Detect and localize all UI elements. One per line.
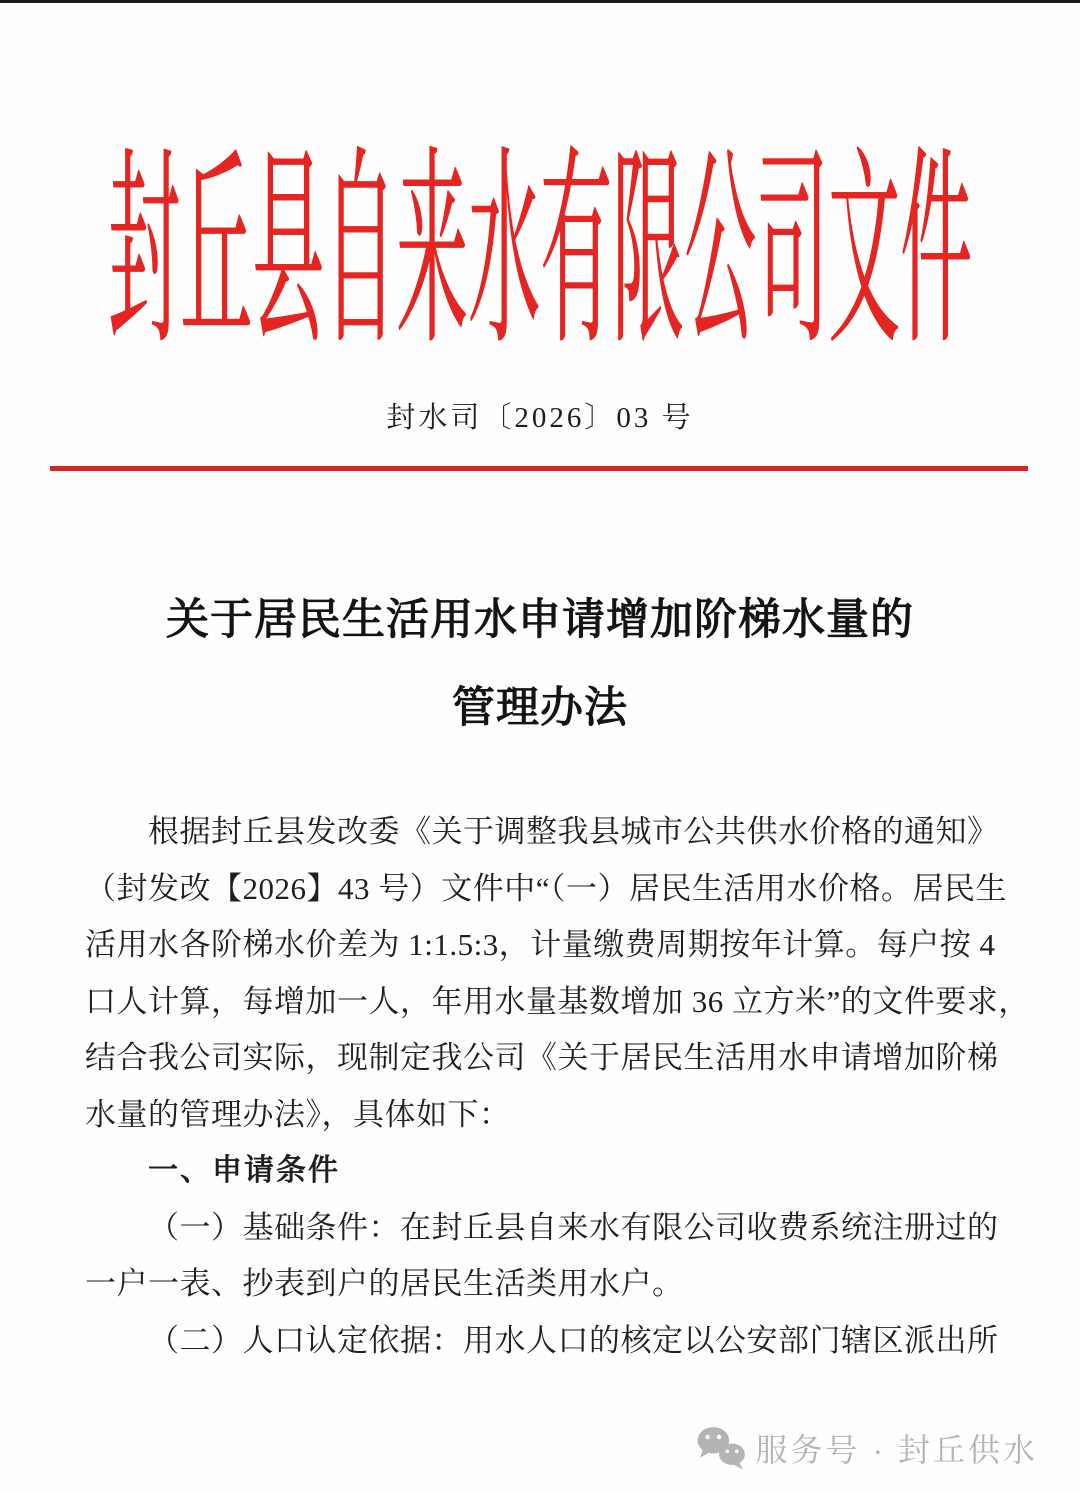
watermark-text: 服务号 · 封丘供水 xyxy=(755,1432,1038,1468)
screenshot-top-edge xyxy=(0,0,1080,3)
body-line-6: 水量的管理办法》，具体如下： xyxy=(85,1096,511,1132)
service-account-watermark xyxy=(696,1424,1038,1472)
body-line-1: 根据封丘县发改委《关于调整我县城市公共供水价格的通知》 xyxy=(148,814,999,849)
body-text xyxy=(85,804,1030,1369)
doc-title-line1: 关于居民生活用水申请增加阶梯水量的 xyxy=(166,597,914,644)
body-line-9: 一户一表、抄表到户的居民生活类用水户。 xyxy=(85,1266,684,1301)
doc-number: 封水司〔2026〕03 号 xyxy=(386,402,694,434)
body-line-2: （封发改【2026】43 号）文件中“（一）居民生活用水价格。居民生 xyxy=(85,870,1008,906)
body-line-3: 活用水各阶梯水价差为 1:1.5:3，计量缴费周期按年计算。每户按 4 xyxy=(85,927,996,962)
wechat-icon xyxy=(696,1426,746,1470)
org-title: 封丘县自来水有限公司文件 xyxy=(107,135,972,371)
body-line-5: 结合我公司实际，现制定我公司《关于居民生活用水申请增加阶梯 xyxy=(85,1040,999,1075)
body-line-10: （二）人口认定依据：用水人口的核定以公安部门辖区派出所 xyxy=(148,1322,999,1358)
red-header xyxy=(0,135,1080,371)
doc-title-line2: 管理办法 xyxy=(452,685,628,732)
body-line-4: 口人计算，每增加一人，年用水量基数增加 36 立方米”的文件要求， xyxy=(85,983,1030,1019)
red-separator-line xyxy=(50,466,1028,471)
section-heading-application-conditions: 一、申请条件 xyxy=(148,1154,340,1187)
body-line-8: （一）基础条件：在封丘县自来水有限公司收费系统注册过的 xyxy=(148,1209,999,1245)
doc-title xyxy=(0,577,1080,753)
